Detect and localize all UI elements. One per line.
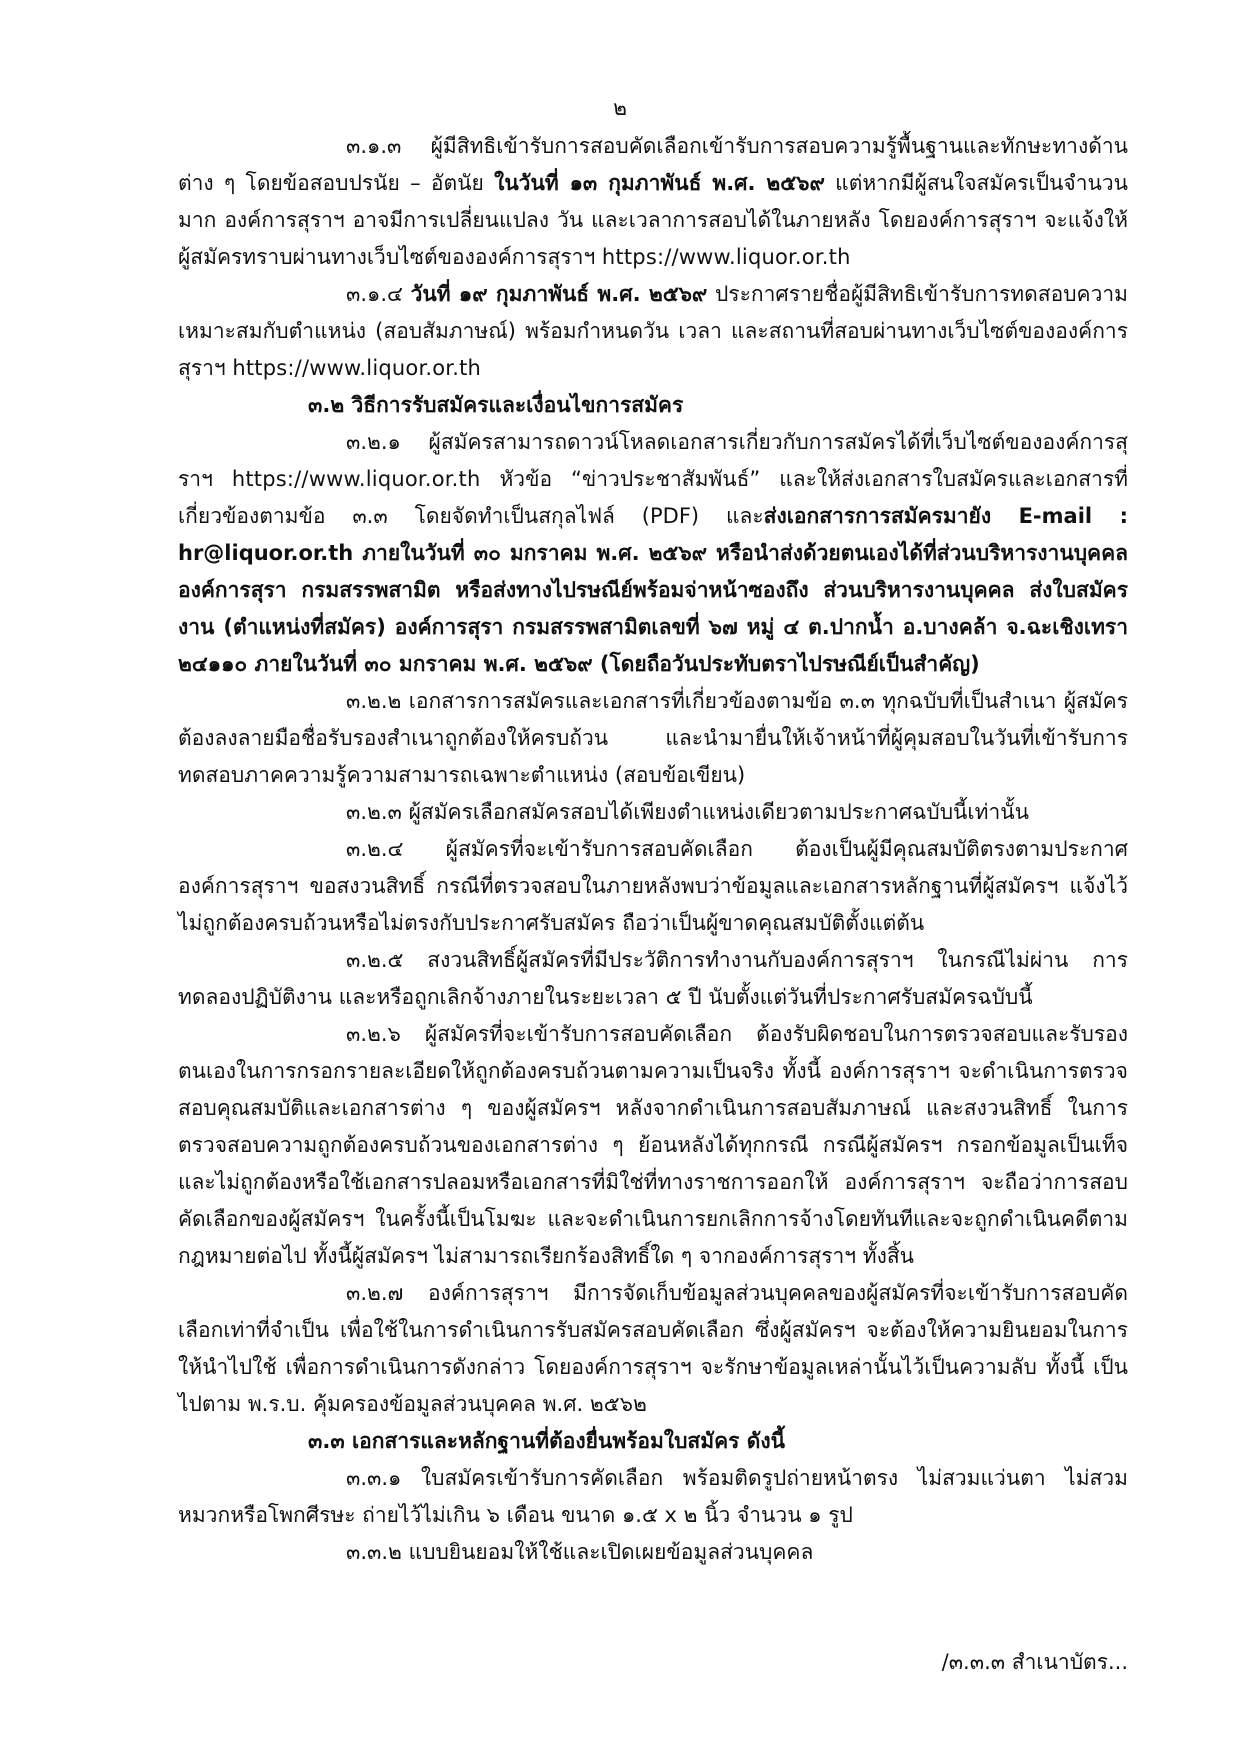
paragraph-3-2-2: ๓.๒.๒ เอกสารการสมัครและเอกสารที่เกี่ยวข้องตามข้อ ๓.๓ ทุกฉบับที่เป็นสำเนา ผู้สมัครต้องลงลายมือชื่อรับรองสำเนาถูกต้องให้ครบถ้วน และนำมายื่นให้เจ้าหน้าที่ผู้คุมสอบในวันที่เข้ารับการทดสอบภาคความรู้ความสามารถเฉพาะตำแหน่ง (สอบข้อเขียน) — [178, 689, 1128, 787]
website-link[interactable]: https://www.liquor.or.th — [601, 245, 851, 269]
website-link[interactable]: https://www.liquor.or.th — [231, 467, 481, 491]
paragraph-3-2-1: ๓.๒.๑ ผู้สมัครสามารถดาวน์โหลดเอกสารเกี่ยวกับการสมัครได้ที่เว็บไซต์ขององค์การสุราฯ https://www.liquor.or.th หัวข้อ “ข่าวประชาสัมพันธ์” และให้ส่งเอกสารใบสมัครและเอกสารที่เกี่ยวข้องตามข้อ ๓.๓ โดยจัดทำเป็นสกุลไฟล์ (PDF) และส่งเอกสารการสมัครมายัง E-mail : hr@liquor.or.th ภายในวันที่ ๓๐ มกราคม พ.ศ. ๒๕๖๙ หรือนำส่งด้วยตนเองได้ที่ส่วนบริหารงานบุคคล องค์การสุรา กรมสรรพสามิต หรือส่งทางไปรษณีย์พร้อมจ่าหน้าซองถึง ส่วนบริหารงานบุคคล ส่งใบสมัครงาน (ตำแหน่งที่สมัคร) องค์การสุรา กรมสรรพสามิตเลขที่ ๖๗ หมู่ ๔ ต.ปากน้ำ อ.บางคล้า จ.ฉะเชิงเทรา ๒๔๑๑๐ ภายในวันที่ ๓๐ มกราคม พ.ศ. ๒๕๖๙ (โดยถือวันประทับตราไปรษณีย์เป็นสำคัญ) — [178, 430, 1129, 676]
heading-3-3: ๓.๓ เอกสารและหลักฐานที่ต้องยื่นพร้อมใบสมัคร ดังนี้ — [308, 1429, 785, 1453]
paragraph-3-2-6: ๓.๒.๖ ผู้สมัครที่จะเข้ารับการสอบคัดเลือก ต้องรับผิดชอบในการตรวจสอบและรับรองตนเองในการกรอกรายละเอียดให้ถูกต้องครบถ้วนตามความเป็นจริง ทั้งนี้ องค์การสุราฯ จะดำเนินการตรวจสอบคุณสมบัติและเอกสารต่าง ๆ ของผู้สมัครฯ หลังจากดำเนินการสอบสัมภาษณ์ และสงวนสิทธิ์ ในการตรวจสอบความถูกต้องครบถ้วนของเอกสารต่าง ๆ ย้อนหลังได้ทุกกรณี กรณีผู้สมัครฯ กรอกข้อมูลเป็นเท็จ และไม่ถูกต้องหรือใช้เอกสารปลอมหรือเอกสารที่มิใช่ที่ทางราชการออกให้ องค์การสุราฯ จะถือว่าการสอบคัดเลือกของผู้สมัครฯ ในครั้งนี้เป็นโมฆะ และจะดำเนินการยกเลิกการจ้างโดยทันทีและจะถูกดำเนินคดีตามกฎหมายต่อไป ทั้งนี้ผู้สมัครฯ ไม่สามารถเรียกร้องสิทธิ์ใด ๆ จากองค์การสุราฯ ทั้งสิ้น — [178, 1022, 1128, 1268]
paragraph-3-2-4: ๓.๒.๔ ผู้สมัครที่จะเข้ารับการสอบคัดเลือก ต้องเป็นผู้มีคุณสมบัติตรงตามประกาศ องค์การสุราฯ ขอสงวนสิทธิ์ กรณีที่ตรวจสอบในภายหลังพบว่าข้อมูลและเอกสารหลักฐานที่ผู้สมัครฯ แจ้งไว้ไม่ถูกต้องครบถ้วนหรือไม่ตรงกับประกาศรับสมัคร ถือว่าเป็นผู้ขาดคุณสมบัติตั้งแต่ต้น — [178, 837, 1128, 935]
document-body — [178, 128, 1128, 1571]
heading-3-2: ๓.๒ วิธีการรับสมัครและเงื่อนไขการสมัคร — [308, 393, 684, 417]
page-number: ๒ — [613, 96, 627, 120]
paragraph-3-3-2: ๓.๓.๒ แบบยินยอมให้ใช้และเปิดเผยข้อมูลส่วนบุคคล — [346, 1540, 814, 1564]
continuation-note: /๓.๓.๓ สำเนาบัตร... — [941, 1650, 1128, 1674]
announcement-date: วันที่ ๑๙ กุมภาพันธ์ พ.ศ. ๒๕๖๙ — [410, 282, 708, 306]
paragraph-3-1-4: ๓.๑.๔ วันที่ ๑๙ กุมภาพันธ์ พ.ศ. ๒๕๖๙ ประกาศรายชื่อผู้มีสิทธิเข้ารับการทดสอบความเหมาะสมกับตำแหน่ง (สอบสัมภาษณ์) พร้อมกำหนดวัน เวลา และสถานที่สอบผ่านทางเว็บไซต์ขององค์การสุราฯ https://www.liquor.or.th — [178, 282, 1129, 380]
paragraph-3-2-5: ๓.๒.๕ สงวนสิทธิ์ผู้สมัครที่มีประวัติการทำงานกับองค์การสุราฯ ในกรณีไม่ผ่าน การทดลองปฏิบัติงาน และหรือถูกเลิกจ้างภายในระยะเวลา ๕ ปี นับตั้งแต่วันที่ประกาศรับสมัครฉบับนี้ — [178, 948, 1128, 1009]
paragraph-3-3-1: ๓.๓.๑ ใบสมัครเข้ารับการคัดเลือก พร้อมติดรูปถ่ายหน้าตรง ไม่สวมแว่นตา ไม่สวมหมวกหรือโพกศีรษะ ถ่ายไว้ไม่เกิน ๖ เดือน ขนาด ๑.๕ x ๒ นิ้ว จำนวน ๑ รูป — [178, 1466, 1128, 1527]
paragraph-3-2-3: ๓.๒.๓ ผู้สมัครเลือกสมัครสอบได้เพียงตำแหน่งเดียวตามประกาศฉบับนี้เท่านั้น — [346, 800, 1029, 824]
exam-date: ในวันที่ ๑๓ กุมภาพันธ์ พ.ศ. ๒๕๖๙ — [494, 171, 825, 195]
paragraph-3-1-3: ๓.๑.๓ ผู้มีสิทธิเข้ารับการสอบคัดเลือกเข้ารับการสอบความรู้พื้นฐานและทักษะทางด้านต่าง ๆ โดยข้อสอบปรนัย – อัตนัย ในวันที่ ๑๓ กุมภาพันธ์ พ.ศ. ๒๕๖๙ แต่หากมีผู้สนใจสมัครเป็นจำนวนมาก องค์การสุราฯ อาจมีการเปลี่ยนแปลง วัน และเวลาการสอบได้ในภายหลัง โดยองค์การสุราฯ จะแจ้งให้ผู้สมัครทราบผ่านทางเว็บไซต์ขององค์การสุราฯ https://www.liquor.or.th — [178, 134, 1129, 269]
website-link[interactable]: https://www.liquor.or.th — [232, 356, 482, 380]
paragraph-3-2-7: ๓.๒.๗ องค์การสุราฯ มีการจัดเก็บข้อมูลส่วนบุคคลของผู้สมัครที่จะเข้ารับการสอบคัดเลือกเท่าที่จำเป็น เพื่อใช้ในการดำเนินการรับสมัครสอบคัดเลือก ซึ่งผู้สมัครฯ จะต้องให้ความยินยอมในการให้นำไปใช้ เพื่อการดำเนินการดังกล่าว โดยองค์การสุราฯ จะรักษาข้อมูลเหล่านั้นไว้เป็นความลับ ทั้งนี้ เป็นไปตาม พ.ร.บ. คุ้มครองข้อมูลส่วนบุคคล พ.ศ. ๒๕๖๒ — [178, 1281, 1128, 1416]
submission-instructions: ส่งเอกสารการสมัครมายัง E-mail : hr@liquor.or.th ภายในวันที่ ๓๐ มกราคม พ.ศ. ๒๕๖๙ หรือนำส่งด้วยตนเองได้ที่ส่วนบริหารงานบุคคล องค์การสุรา กรมสรรพสามิต หรือส่งทางไปรษณีย์พร้อมจ่าหน้าซองถึง ส่วนบริหารงานบุคคล ส่งใบสมัครงาน (ตำแหน่งที่สมัคร) องค์การสุรา กรมสรรพสามิตเลขที่ ๖๗ หมู่ ๔ ต.ปากน้ำ อ.บางคล้า จ.ฉะเชิงเทรา ๒๔๑๑๐ ภายในวันที่ ๓๐ มกราคม พ.ศ. ๒๕๖๙ (โดยถือวันประทับตราไปรษณีย์เป็นสำคัญ) — [178, 504, 1128, 676]
